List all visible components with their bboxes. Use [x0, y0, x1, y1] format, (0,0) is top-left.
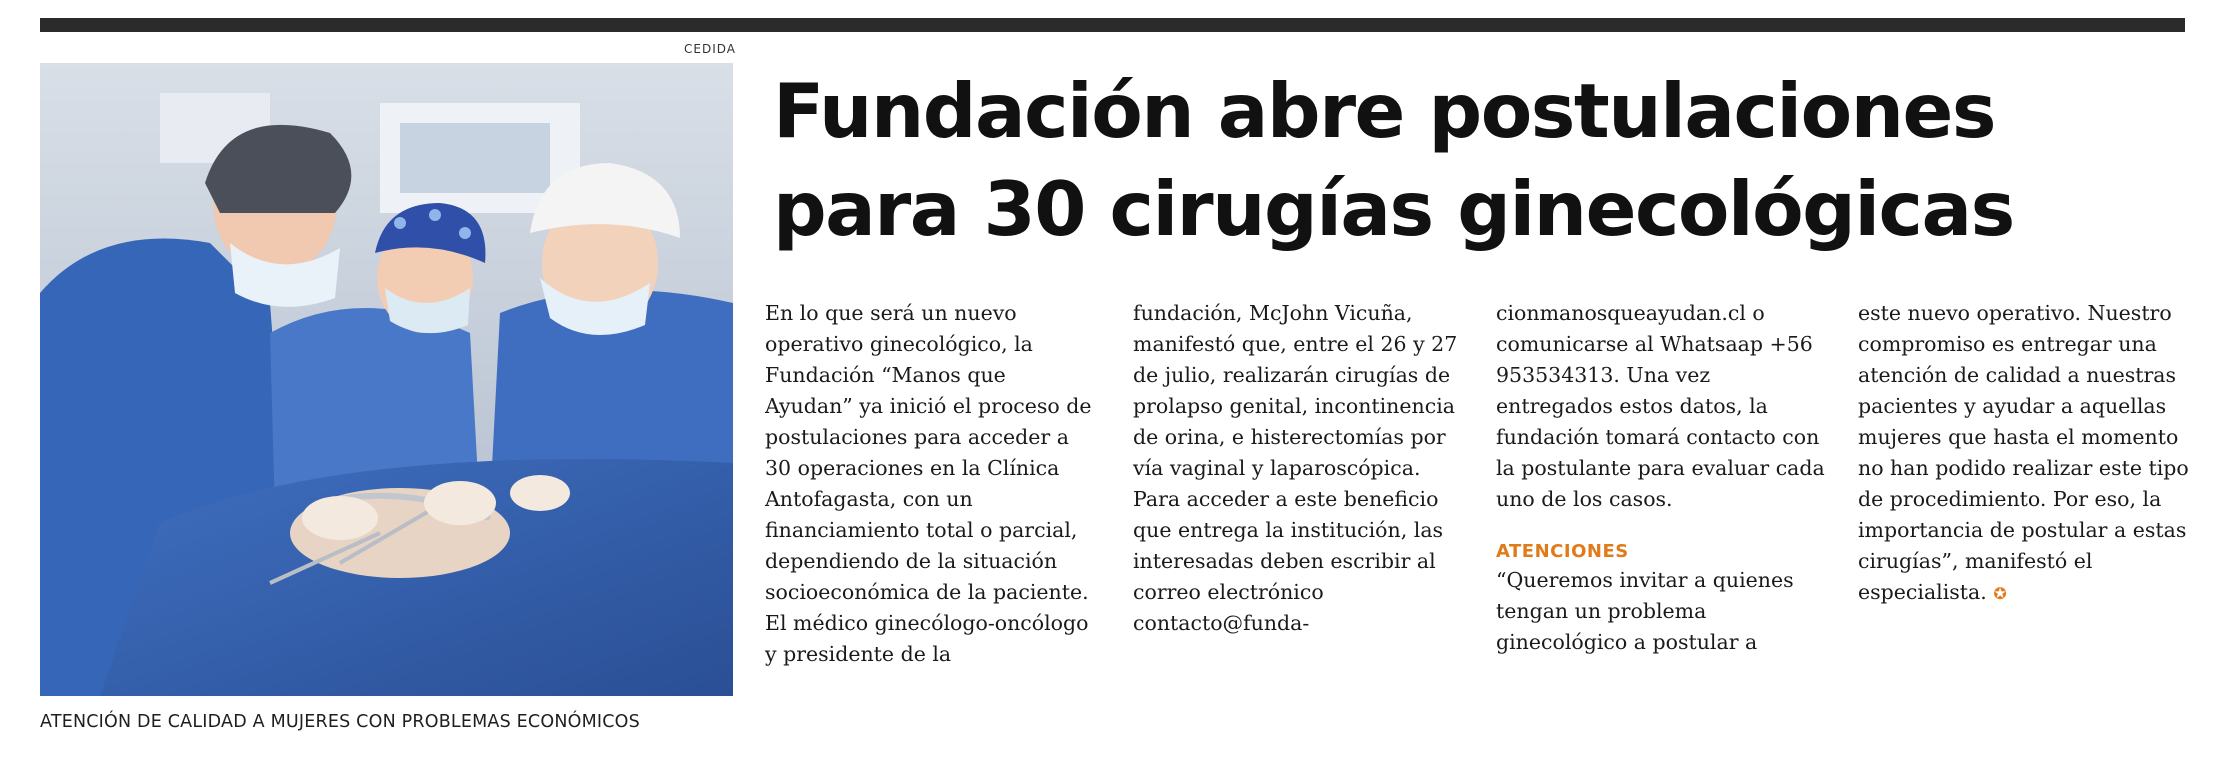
photo-credit: CEDIDA [684, 42, 736, 56]
paragraph [1858, 298, 2193, 609]
top-rule [40, 18, 2185, 32]
surgery-photo-illustration [40, 63, 733, 696]
body-column-1 [765, 298, 1100, 670]
body-column-3 [1496, 298, 1831, 658]
body-column-4 [1858, 298, 2193, 609]
headline-line-1: Fundación abre postulaciones [773, 67, 1996, 155]
end-mark-icon: ✪ [1993, 584, 2007, 603]
photo-caption: ATENCIÓN DE CALIDAD A MUJERES CON PROBLEMAS ECONÓMICOS [40, 712, 640, 732]
paragraph: En lo que será un nuevo operativo ginecológico, la Fundación “Manos que Ayudan” ya inició el proceso de postulaciones para acceder a 30 operaciones en la Clínica Antofagasta, con un financiamiento total o parcial, dependiendo de la situación socioeconómica de la paciente. [765, 301, 1092, 604]
paragraph: El médico ginecólogo-oncólogo y presidente de la [765, 611, 1089, 666]
paragraph: fundación, McJohn Vicuña, manifestó que, entre el 26 y 27 de julio, realizarán cirugías de prolapso genital, incontinencia de orina, e histerectomías por vía vaginal y laparoscópica. [1133, 301, 1458, 480]
article-photo [40, 63, 733, 696]
paragraph: “Queremos invitar a quienes tengan un problema ginecológico a postular a [1496, 568, 1794, 654]
headline-line-2: para 30 cirugías ginecológicas [773, 165, 2014, 253]
body-column-2 [1133, 298, 1468, 639]
paragraph-text: este nuevo operativo. Nuestro compromiso es entregar una atención de calidad a nuestras pacientes y ayudar a aquellas mujeres que hasta el momento no han podido realizar este tipo de procedimiento. Por eso, la importancia de postular a estas cirugías”, manifestó el especialista. [1858, 301, 2189, 604]
headline [773, 62, 2193, 258]
paragraph: cionmanosqueayudan.cl o comunicarse al Whatsaap +56 953534313. Una vez entregados estos datos, la fundación tomará contacto con la postulante para evaluar cada uno de los casos. [1496, 301, 1825, 511]
paragraph: Para acceder a este beneficio que entrega la institución, las interesadas deben escribir al correo electrónico contacto@funda- [1133, 487, 1444, 635]
section-subhead: ATENCIONES [1496, 541, 1629, 562]
